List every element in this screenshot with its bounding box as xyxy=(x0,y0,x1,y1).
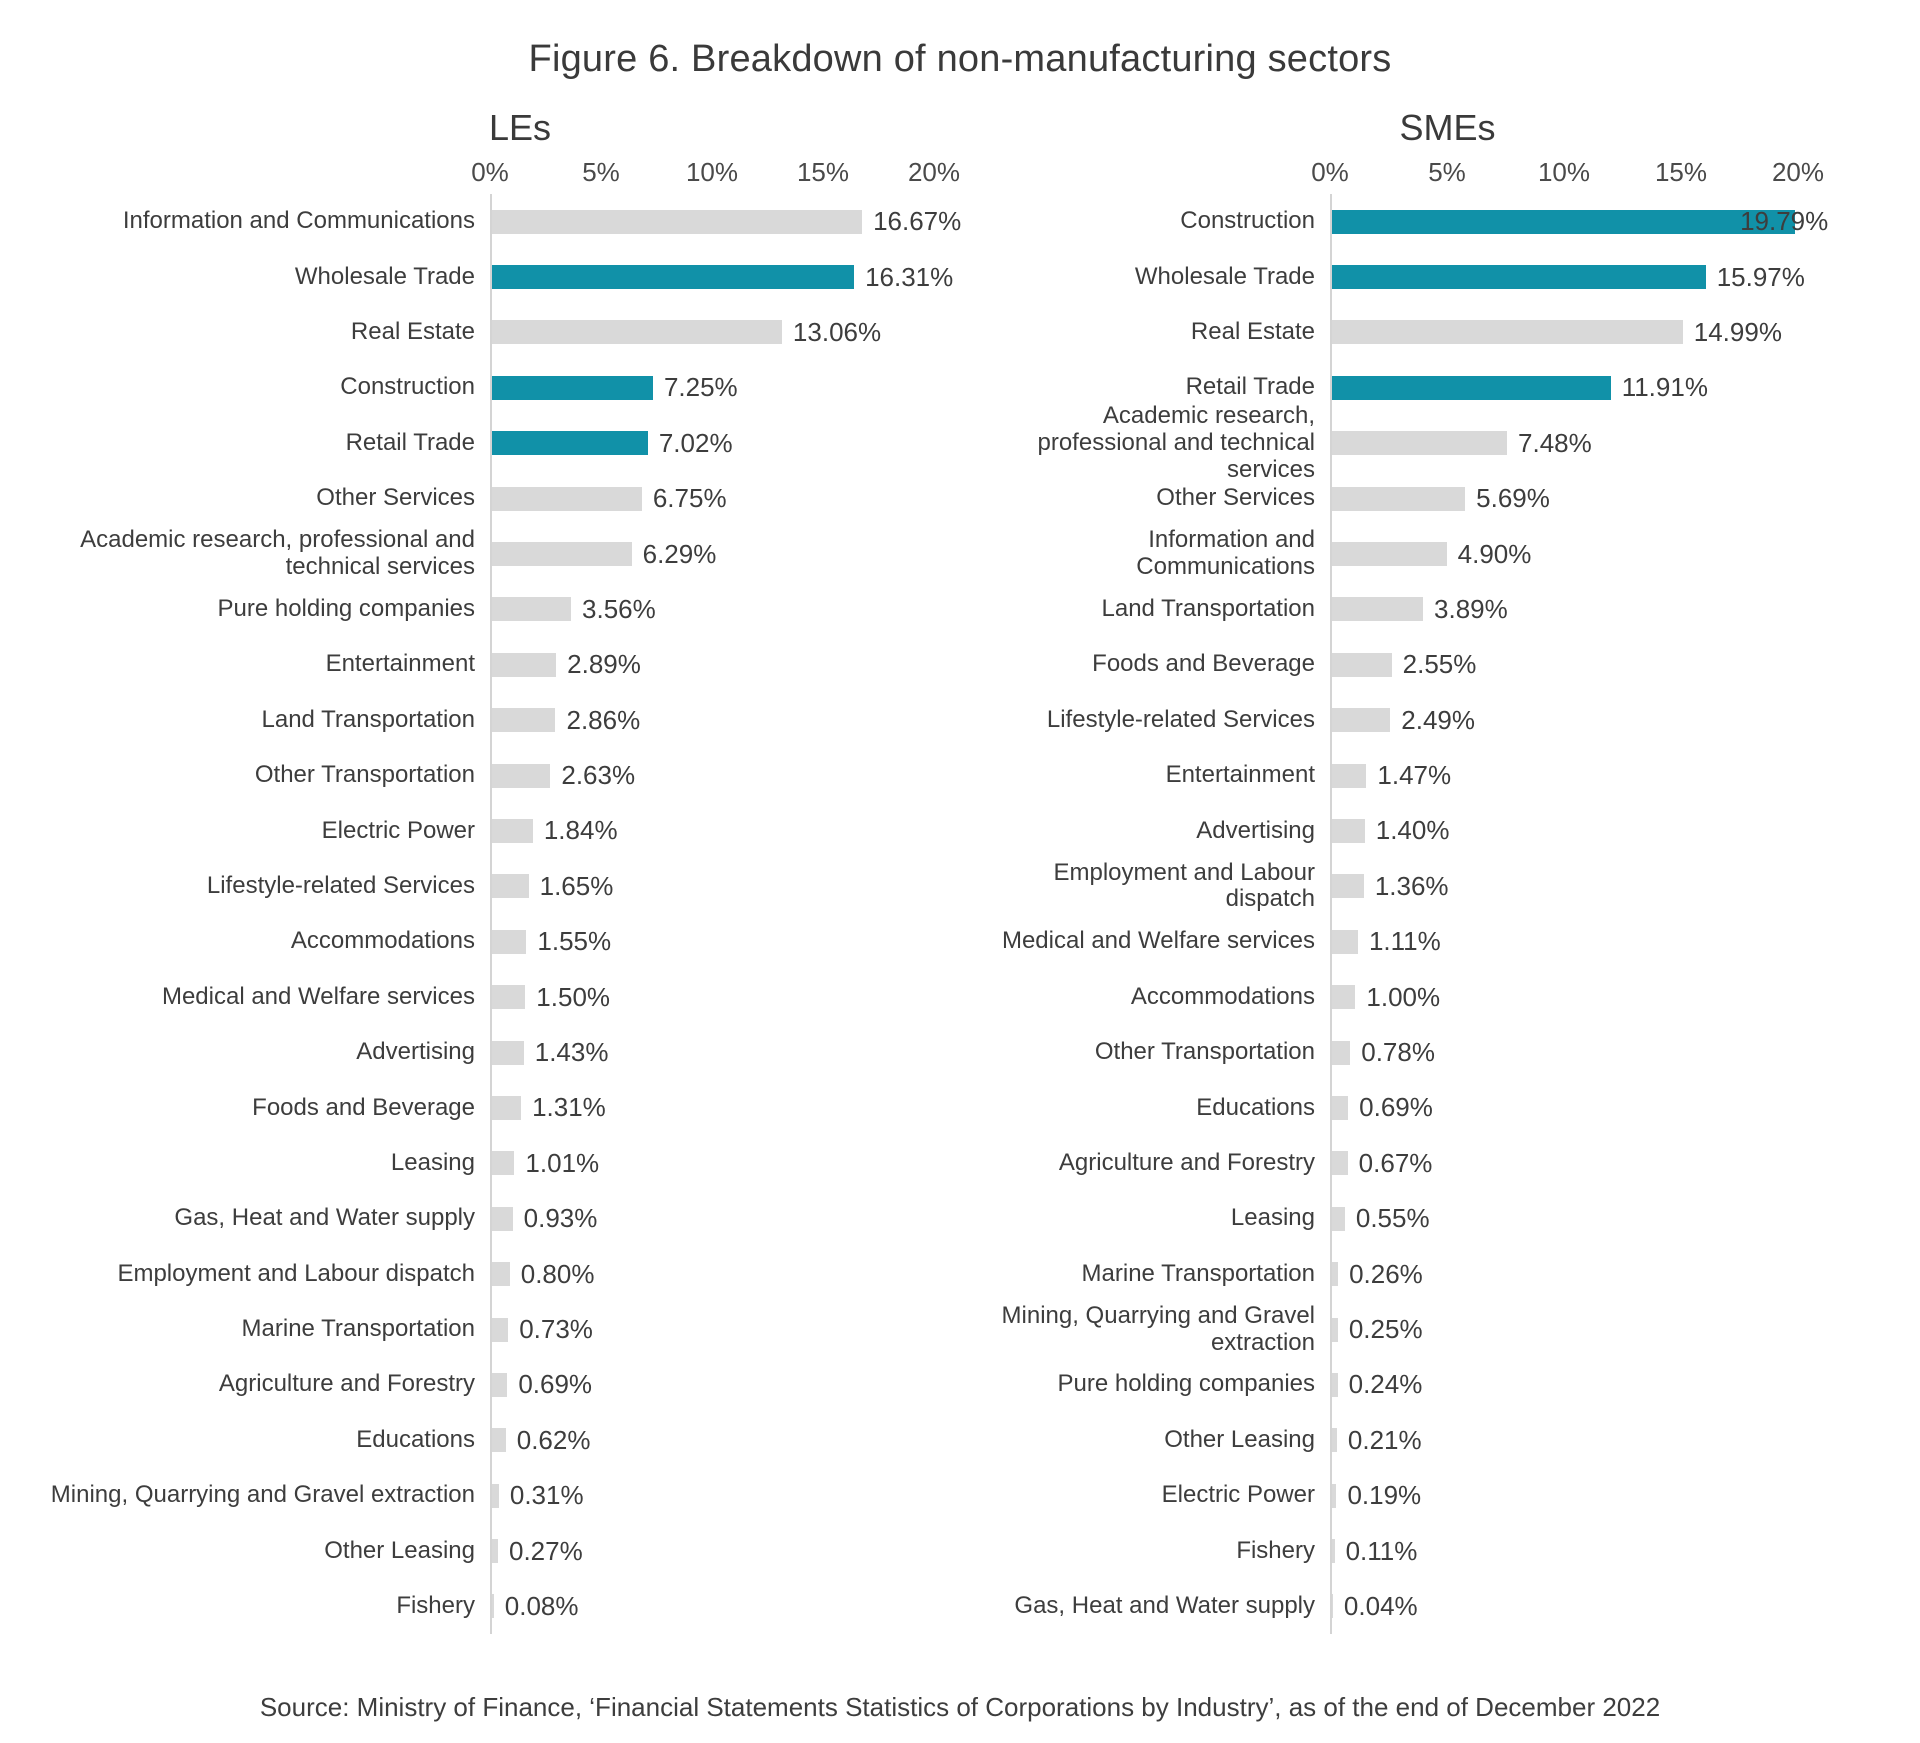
bar-row xyxy=(40,1191,1000,1246)
bar-track xyxy=(1330,1357,1915,1412)
bar-row xyxy=(40,1246,1000,1301)
bar-track xyxy=(490,1413,1000,1468)
category-label: Real Estate xyxy=(350,318,475,346)
value-label: 1.11% xyxy=(1368,926,1441,957)
category-label: Medical and Welfare services xyxy=(161,982,475,1010)
bar-track xyxy=(490,305,1000,360)
bar-track xyxy=(490,249,1000,304)
category-label: Wholesale Trade xyxy=(1134,262,1315,290)
value-label: 0.62% xyxy=(516,1424,591,1455)
bar xyxy=(492,1594,494,1618)
category-label: Advertising xyxy=(356,1038,475,1066)
bar-row xyxy=(40,1025,1000,1080)
category-label: Mining, Quarrying and Gravel extraction xyxy=(1001,1301,1315,1356)
category-label: Mining, Quarrying and Gravel extraction xyxy=(50,1481,475,1509)
axis-tick-label: 5% xyxy=(1428,157,1466,187)
bar xyxy=(1332,1041,1350,1065)
bar-row xyxy=(40,803,1000,858)
bar-row xyxy=(980,1136,1915,1191)
bar-track xyxy=(490,748,1000,803)
bar-row xyxy=(980,1579,1915,1634)
bar-track xyxy=(490,582,1000,637)
category-label: Land Transportation xyxy=(261,705,475,733)
bar xyxy=(1332,1539,1335,1563)
les-bar-rows xyxy=(40,194,1000,1634)
category-label: Land Transportation xyxy=(1101,594,1315,622)
bar xyxy=(1332,431,1507,455)
bar-row xyxy=(40,969,1000,1024)
value-label: 1.00% xyxy=(1366,981,1441,1012)
value-label: 1.65% xyxy=(539,870,614,901)
bar xyxy=(1332,1594,1333,1618)
value-label: 0.80% xyxy=(520,1258,595,1289)
bar-track xyxy=(490,1579,1000,1634)
bar xyxy=(1332,1318,1338,1342)
source-note: Source: Ministry of Finance, ‘Financial Statements Statistics of Corporations by Industry’, as of the end of December 2022 xyxy=(259,1692,1661,1722)
bar xyxy=(492,1373,507,1397)
category-label: Accommodations xyxy=(1130,982,1315,1010)
bar-row xyxy=(980,582,1915,637)
category-label: Foods and Beverage xyxy=(252,1093,475,1121)
bar-row xyxy=(980,1523,1915,1578)
figure-title: Figure 6. Breakdown of non-manufacturing sectors xyxy=(528,38,1392,80)
value-label: 5.69% xyxy=(1476,483,1550,514)
bar-row xyxy=(980,1357,1915,1412)
value-label: 0.04% xyxy=(1343,1590,1418,1621)
value-label: 0.73% xyxy=(519,1314,593,1344)
bar-row xyxy=(980,693,1915,748)
bar-row xyxy=(40,194,1000,249)
category-label: Fishery xyxy=(396,1592,475,1620)
highlighted-bar xyxy=(492,265,854,289)
bar-track xyxy=(1330,1523,1915,1578)
category-label: Other Services xyxy=(316,484,475,512)
bar-row xyxy=(980,1191,1915,1246)
bar-track xyxy=(1330,249,1915,304)
highlighted-bar xyxy=(1332,210,1795,234)
bar-row xyxy=(40,914,1000,969)
bar-track xyxy=(490,471,1000,526)
value-label: 11.91% xyxy=(1621,372,1708,403)
category-label: Agriculture and Forestry xyxy=(1058,1148,1315,1176)
value-label: 0.78% xyxy=(1361,1037,1435,1068)
bar xyxy=(1332,708,1390,732)
bar-track xyxy=(490,416,1000,471)
value-label: 16.31% xyxy=(865,261,954,292)
bar-track xyxy=(1330,1191,1915,1246)
category-label: Agriculture and Forestry xyxy=(218,1370,475,1398)
category-label: Construction xyxy=(1180,207,1315,235)
category-label: Leasing xyxy=(390,1148,475,1176)
bar xyxy=(1332,874,1364,898)
bar-row xyxy=(980,401,1915,483)
les-chart xyxy=(40,104,1000,1634)
bar-row xyxy=(40,1080,1000,1135)
bar xyxy=(1332,1096,1348,1120)
bar xyxy=(492,1428,506,1452)
bar-row xyxy=(980,859,1915,914)
bar-track xyxy=(1330,305,1915,360)
value-label: 7.02% xyxy=(658,427,733,458)
category-label: Entertainment xyxy=(1165,761,1315,789)
bar-track xyxy=(1330,1413,1915,1468)
bar xyxy=(492,597,571,621)
bar xyxy=(492,985,525,1009)
category-label: Fishery xyxy=(1236,1536,1315,1564)
value-label: 0.67% xyxy=(1358,1147,1433,1178)
bar-track xyxy=(490,637,1000,692)
bar-track xyxy=(1330,1468,1915,1523)
bar-row xyxy=(40,305,1000,360)
bar-track xyxy=(1330,859,1915,914)
bar xyxy=(492,1207,513,1231)
bar-track xyxy=(1330,471,1915,526)
bar-row xyxy=(980,305,1915,360)
bar-row xyxy=(40,1302,1000,1357)
bar-track xyxy=(1330,803,1915,858)
bar xyxy=(492,874,529,898)
bar-row xyxy=(980,249,1915,304)
bar-track xyxy=(490,803,1000,858)
bar-row xyxy=(40,360,1000,415)
bar-track xyxy=(490,914,1000,969)
bar-row xyxy=(40,582,1000,637)
bar-track xyxy=(490,360,1000,415)
category-label: Electric Power xyxy=(1161,1481,1315,1509)
bar-track xyxy=(1330,693,1915,748)
value-label: 13.06% xyxy=(792,316,882,347)
category-label: Retail Trade xyxy=(345,428,475,456)
value-label: 16.67% xyxy=(873,206,962,237)
bar xyxy=(1332,819,1365,843)
bar-track xyxy=(490,1136,1000,1191)
bar-row xyxy=(980,637,1915,692)
value-label: 2.49% xyxy=(1401,704,1475,735)
bar-row xyxy=(40,1413,1000,1468)
value-label: 1.50% xyxy=(536,981,611,1012)
value-label: 7.25% xyxy=(663,372,738,403)
value-label: 1.01% xyxy=(525,1147,600,1178)
bar xyxy=(1332,542,1447,566)
bar xyxy=(1332,487,1465,511)
bar xyxy=(1332,597,1423,621)
axis-tick-label: 10% xyxy=(1537,157,1591,187)
value-label: 3.89% xyxy=(1434,593,1508,624)
value-label: 2.89% xyxy=(567,649,641,680)
bar xyxy=(1332,653,1392,677)
category-label: Electric Power xyxy=(321,816,475,844)
category-label: Real Estate xyxy=(1190,318,1315,346)
value-label: 2.63% xyxy=(561,760,636,791)
bar xyxy=(492,1539,498,1563)
axis-tick-label: 20% xyxy=(1771,157,1825,187)
bar-row xyxy=(40,1579,1000,1634)
bar xyxy=(1332,985,1355,1009)
bar xyxy=(492,1096,521,1120)
bar-row xyxy=(980,1080,1915,1135)
bar-row xyxy=(980,1413,1915,1468)
bar xyxy=(492,542,632,566)
bar-row xyxy=(40,693,1000,748)
category-label: Other Services xyxy=(1156,484,1315,512)
value-label: 2.86% xyxy=(566,704,641,735)
bar-track xyxy=(490,1302,1000,1357)
bar-track xyxy=(1330,637,1915,692)
bar-track xyxy=(1330,1080,1915,1135)
category-label: Wholesale Trade xyxy=(294,262,475,290)
value-label: 0.55% xyxy=(1355,1203,1430,1234)
value-label: 1.84% xyxy=(543,815,618,846)
bar-track xyxy=(490,526,1000,581)
bar-row xyxy=(980,914,1915,969)
axis-tick-label: 0% xyxy=(1311,157,1349,187)
bar-track xyxy=(1330,416,1915,471)
category-label: Employment and Labour dispatch xyxy=(1053,858,1315,913)
bar-track xyxy=(1330,1136,1915,1191)
bar-row xyxy=(40,1523,1000,1578)
highlighted-bar xyxy=(1332,265,1706,289)
les-x-axis xyxy=(471,152,961,194)
bar-row xyxy=(980,803,1915,858)
category-label: Lifestyle-related Services xyxy=(1046,705,1315,733)
axis-tick-label: 15% xyxy=(1654,157,1708,187)
category-label: Educations xyxy=(356,1425,475,1453)
bar xyxy=(492,764,550,788)
value-label: 14.99% xyxy=(1693,316,1782,347)
category-label: Educations xyxy=(1196,1093,1315,1121)
value-label: 6.75% xyxy=(652,483,727,514)
category-label: Employment and Labour dispatch xyxy=(117,1259,475,1287)
category-label: Retail Trade xyxy=(1185,373,1315,401)
bar-track xyxy=(490,859,1000,914)
bar-track xyxy=(490,1080,1000,1135)
value-label: 1.31% xyxy=(532,1092,606,1123)
value-label: 0.69% xyxy=(518,1369,593,1400)
bar-row xyxy=(980,748,1915,803)
bar-row xyxy=(980,526,1915,581)
category-label: Construction xyxy=(340,373,475,401)
smes-chart-title: SMEs xyxy=(1399,107,1496,148)
highlighted-bar xyxy=(492,376,653,400)
bar-track xyxy=(1330,526,1915,581)
bar-track xyxy=(1330,1246,1915,1301)
bar xyxy=(1332,320,1683,344)
bar-track xyxy=(490,1246,1000,1301)
bar xyxy=(1332,764,1366,788)
category-label: Leasing xyxy=(1230,1204,1315,1232)
category-label: Marine Transportation xyxy=(241,1315,475,1343)
value-label: 0.93% xyxy=(523,1203,598,1234)
bar xyxy=(492,487,642,511)
category-label: Accommodations xyxy=(290,927,475,955)
bar-row xyxy=(980,969,1915,1024)
value-label: 1.36% xyxy=(1374,870,1449,901)
category-label: Academic research, professional and technical services xyxy=(1037,401,1315,483)
value-label: 1.55% xyxy=(537,926,612,957)
value-label: 19.79% xyxy=(1740,206,1829,237)
value-label: 6.29% xyxy=(642,538,717,569)
category-label: Information and Communications xyxy=(122,207,475,235)
bar-track xyxy=(1330,914,1915,969)
bar-row xyxy=(40,637,1000,692)
smes-x-axis xyxy=(1311,152,1825,194)
value-label: 0.31% xyxy=(509,1480,584,1511)
bar-track xyxy=(490,693,1000,748)
bar xyxy=(1332,1484,1336,1508)
category-label: Information and Communications xyxy=(1136,526,1315,581)
bar xyxy=(492,1151,514,1175)
bar-track xyxy=(1330,1579,1915,1634)
value-label: 0.25% xyxy=(1348,1314,1423,1344)
axis-tick-label: 20% xyxy=(907,157,961,187)
value-label: 4.90% xyxy=(1457,538,1532,569)
bar xyxy=(492,320,782,344)
category-label: Advertising xyxy=(1196,816,1315,844)
bar-track xyxy=(1330,748,1915,803)
value-label: 7.48% xyxy=(1518,427,1592,458)
bar-track xyxy=(1330,969,1915,1024)
category-label: Pure holding companies xyxy=(1057,1370,1315,1398)
bar xyxy=(492,1484,499,1508)
value-label: 0.21% xyxy=(1347,1424,1422,1455)
bar-row xyxy=(40,249,1000,304)
bar xyxy=(1332,1428,1337,1452)
bar xyxy=(1332,1207,1345,1231)
category-label: Other Leasing xyxy=(1164,1425,1315,1453)
category-label: Foods and Beverage xyxy=(1092,650,1315,678)
bar-track xyxy=(490,1025,1000,1080)
bar-row xyxy=(40,748,1000,803)
value-label: 3.56% xyxy=(582,593,656,624)
smes-chart xyxy=(980,104,1915,1634)
bar-row xyxy=(40,859,1000,914)
value-label: 1.40% xyxy=(1375,815,1450,846)
bar-row xyxy=(980,1025,1915,1080)
value-label: 1.43% xyxy=(534,1037,609,1068)
category-label: Other Leasing xyxy=(324,1536,475,1564)
smes-bar-rows xyxy=(980,194,1915,1634)
bar-track xyxy=(1330,194,1915,249)
highlighted-bar xyxy=(1332,376,1611,400)
bar xyxy=(492,210,862,234)
bar xyxy=(1332,1262,1338,1286)
highlighted-bar xyxy=(492,431,648,455)
bar xyxy=(1332,1373,1338,1397)
bar-track xyxy=(490,194,1000,249)
value-label: 0.19% xyxy=(1347,1480,1422,1511)
bar xyxy=(492,1041,524,1065)
bar-row xyxy=(980,194,1915,249)
bar xyxy=(492,1262,510,1286)
bar-track xyxy=(490,969,1000,1024)
axis-tick-label: 0% xyxy=(471,157,509,187)
value-label: 0.27% xyxy=(508,1535,583,1566)
les-chart-title: LEs xyxy=(488,107,552,148)
category-label: Marine Transportation xyxy=(1081,1259,1315,1287)
value-label: 15.97% xyxy=(1716,261,1805,292)
axis-tick-label: 10% xyxy=(685,157,739,187)
bar-row xyxy=(980,1246,1915,1301)
bar-track xyxy=(490,1523,1000,1578)
category-label: Academic research, professional and technical services xyxy=(80,526,475,581)
bar-row xyxy=(40,416,1000,471)
bar-track xyxy=(490,1357,1000,1412)
bar-track xyxy=(1330,360,1915,415)
bar-track xyxy=(490,1468,1000,1523)
bar xyxy=(492,653,556,677)
value-label: 0.26% xyxy=(1349,1258,1423,1289)
value-label: 1.47% xyxy=(1377,760,1452,791)
bar xyxy=(492,930,526,954)
category-label: Medical and Welfare services xyxy=(1001,927,1315,955)
bar-row xyxy=(40,1136,1000,1191)
bar xyxy=(492,819,533,843)
category-label: Pure holding companies xyxy=(217,594,475,622)
axis-tick-label: 5% xyxy=(582,157,620,187)
value-label: 0.08% xyxy=(504,1590,579,1621)
value-label: 0.11% xyxy=(1345,1535,1418,1566)
value-label: 2.55% xyxy=(1402,649,1477,680)
category-label: Gas, Heat and Water supply xyxy=(174,1204,475,1232)
value-label: 0.69% xyxy=(1359,1092,1433,1123)
category-label: Other Transportation xyxy=(254,761,475,789)
bar xyxy=(1332,1151,1348,1175)
bar-track xyxy=(1330,1025,1915,1080)
category-label: Entertainment xyxy=(325,650,475,678)
bar-row xyxy=(40,1357,1000,1412)
bar-row xyxy=(40,526,1000,581)
bar-track xyxy=(1330,1302,1915,1357)
value-label: 0.24% xyxy=(1348,1369,1423,1400)
bar xyxy=(492,1318,508,1342)
category-label: Lifestyle-related Services xyxy=(206,871,475,899)
category-label: Other Transportation xyxy=(1094,1038,1315,1066)
axis-tick-label: 15% xyxy=(796,157,850,187)
category-label: Gas, Heat and Water supply xyxy=(1014,1592,1315,1620)
bar-track xyxy=(490,1191,1000,1246)
bar-row xyxy=(40,1468,1000,1523)
bar-row xyxy=(40,471,1000,526)
bar-row xyxy=(980,1468,1915,1523)
bar xyxy=(492,708,555,732)
bar-row xyxy=(980,1302,1915,1357)
bar-track xyxy=(1330,582,1915,637)
bar xyxy=(1332,930,1358,954)
